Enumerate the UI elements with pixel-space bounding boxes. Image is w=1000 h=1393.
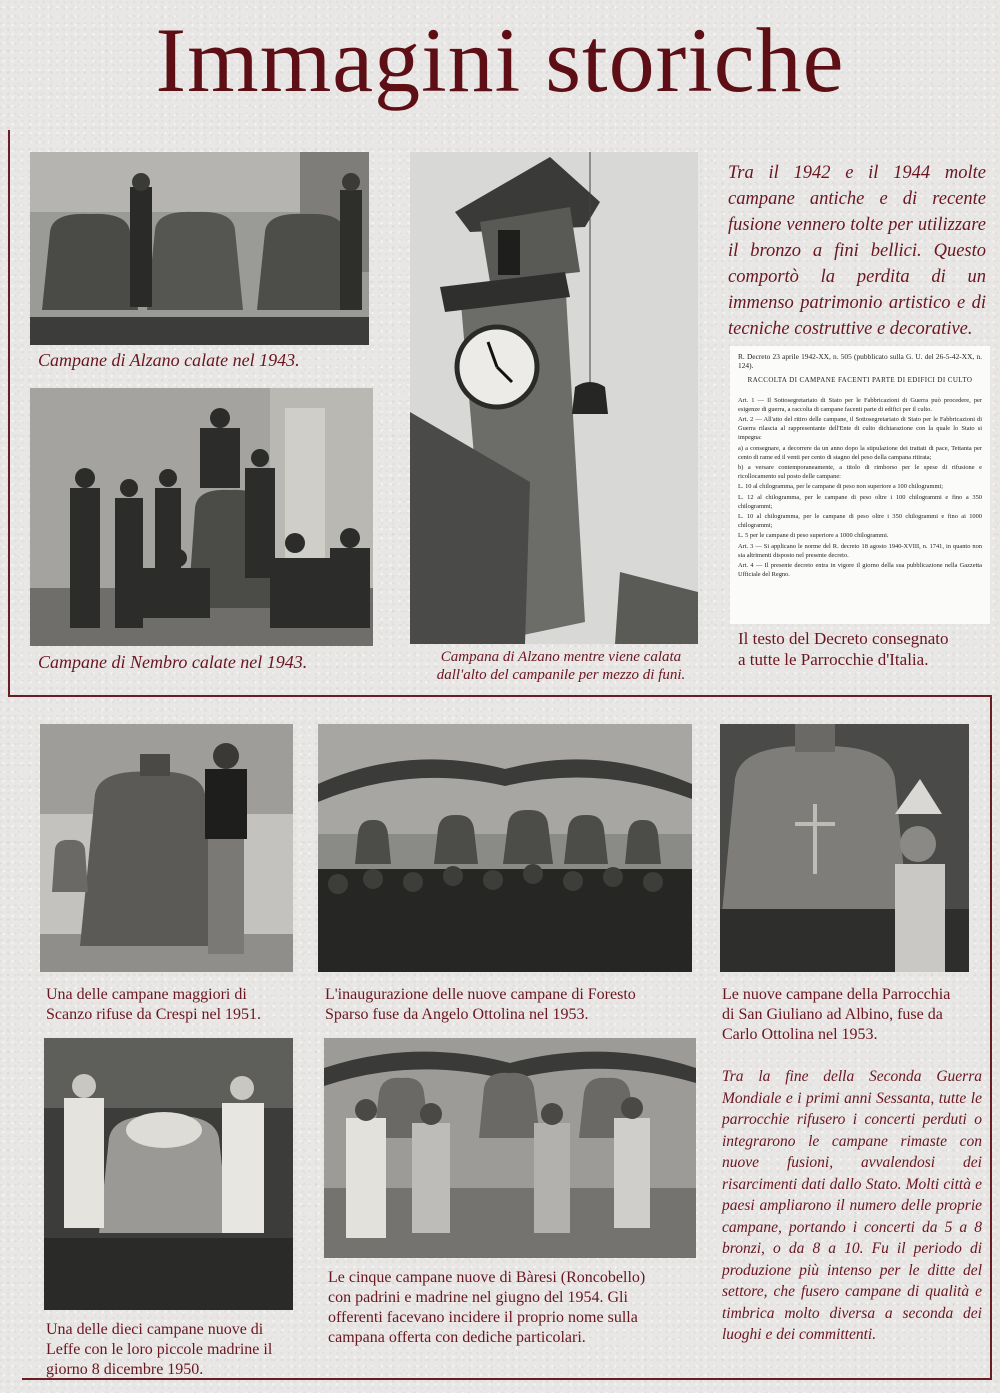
caption-decree-line-2: a tutte le Parrocchie d'Italia. — [738, 650, 929, 669]
caption-campanile-line-2: dall'alto del campanile per mezzo di funi. — [436, 667, 686, 683]
decree-paragraph: a) a consegnare, a decorrere da un anno dopo la stipulazione dei trattati di pace, Tettanta per cento di rame ed il venti per cento di stagno del peso della campana ritirata; — [738, 444, 982, 461]
photo-foresto-inauguration — [318, 724, 692, 972]
caption-campanile-line-1: Campana di Alzano mentre viene calata — [440, 649, 682, 665]
page-title: Immagini storiche — [155, 9, 845, 111]
photo-alzano-bells — [30, 152, 369, 345]
caption-leffe-line-1: Una delle dieci campane nuove di — [46, 1321, 264, 1338]
caption-photo-baresi — [328, 1268, 696, 1348]
caption-scanzo-line-2: Scanzo rifuse da Crespi nel 1951. — [46, 1006, 262, 1023]
caption-baresi-line-3: offerenti facevano incidere il proprio nome sulla — [328, 1309, 638, 1326]
caption-leffe-line-3: giorno 8 dicembre 1950. — [46, 1361, 204, 1378]
closing-text: Tra la fine della Seconda Guerra Mondiale e i primi anni Sessanta, tutte le parrocchie rifusero i concerti perduti o integrarono le campane rimaste con nuove fusioni, avvalendosi dei risarcimenti dati dallo Stato. Molti città e paesi ampliarono il numero delle proprie campane, portando i concerti da 5 a 8 bronzi, o da 8 a 10. Fu il periodo di produzione più intenso per le ditte del settore, che fusero campane di qualità e timbrica molto diversa a seconda dei luoghi e dei committenti. — [722, 1068, 982, 1343]
photo-campanile-tower — [410, 152, 698, 644]
frame-mid-line — [8, 695, 992, 697]
caption-scanzo-line-1: Una delle campane maggiori di — [46, 986, 247, 1003]
intro-text: Tra il 1942 e il 1944 molte campane antiche e di recente fusione vennero tolte per utilizzare il bronzo a fini bellici. Questo comportò la perdita di un immenso patrimonio artistico e di tecniche costruttive e decorative. — [728, 163, 986, 339]
caption-leffe-line-2: Leffe con le loro piccole madrine il — [46, 1341, 273, 1358]
caption-baresi-line-2: con padrini e madrine nel giugno del 1954. Gli — [328, 1289, 628, 1306]
photo-nembro-bells — [30, 388, 373, 646]
caption-photo-foresto — [325, 985, 691, 1025]
decree-paragraph: Art. 4 — Il presente decreto entra in vigore il giorno della sua pubblicazione nella Gazzetta Ufficiale del Regno. — [738, 562, 982, 579]
decree-paragraph: Art. 3 — Si applicano le norme del R. decreto 18 agosto 1940-XVIII, n. 1741, in quanto non sia altrimenti disposto nel presente decreto. — [738, 542, 982, 559]
caption-albino-line-2: di San Giuliano ad Albino, fuse da — [722, 1006, 943, 1023]
decree-paragraph: L. 10 al chilogramma, per le campane di peso oltre i 350 chilogrammi e fino ai 1000 chilogrammi; — [738, 513, 982, 530]
caption-photo-nembro: Campane di Nembro calate nel 1943. — [38, 652, 308, 672]
caption-albino-line-3: Carlo Ottolina nel 1953. — [722, 1026, 878, 1043]
decree-paragraph: b) a versare contemporaneamente, a titolo di rimborso per le spese di rifusione e ricollocamento sul posto delle campane: — [738, 464, 982, 481]
caption-baresi-line-4: campana offerta con dediche particolari. — [328, 1329, 586, 1346]
photo-albino-bells — [720, 724, 969, 972]
caption-photo-scanzo — [46, 985, 294, 1025]
decree-header: R. Decreto 23 aprile 1942-XX, n. 505 (pubblicato sulla G. U. del 26-5-42-XX, n. 124). — [738, 352, 982, 371]
decree-paragraph: Art. 2 — All'atto del ritiro delle campane, il Sottosegretariato di Stato per le Fabbricazioni di Guerra rilascia al rappresentante dell'Ente di culto dichiarazione con la quale lo Stato si impegna: — [738, 416, 982, 442]
caption-photo-alzano: Campane di Alzano calate nel 1943. — [38, 350, 300, 370]
frame-right-line — [990, 697, 992, 1379]
decree-paragraph: L. 12 al chilogramma, per le campane di peso oltre i 100 chilogrammi e fino a 350 chilogrammi; — [738, 493, 982, 510]
caption-photo-leffe — [46, 1320, 296, 1380]
caption-decree-line-1: Il testo del Decreto consegnato — [738, 629, 949, 648]
decree-heading: RACCOLTA DI CAMPANE FACENTI PARTE DI EDIFICI DI CULTO — [747, 376, 973, 385]
caption-foresto-line-1: L'inaugurazione delle nuove campane di Foresto — [325, 986, 636, 1003]
photo-leffe-bell — [44, 1038, 293, 1310]
caption-albino-line-1: Le nuove campane della Parrocchia — [722, 986, 951, 1003]
caption-foresto-line-2: Sparso fuse da Angelo Ottolina nel 1953. — [325, 1006, 589, 1023]
decree-paragraph: L. 5 per le campane di peso superiore a 1000 chilogrammi. — [738, 532, 889, 540]
photo-scanzo-bell — [40, 724, 293, 972]
caption-baresi-line-1: Le cinque campane nuove di Bàresi (Roncobello) — [328, 1269, 646, 1286]
frame-top-line — [8, 130, 10, 696]
decree-paragraph: Art. 1 — Il Sottosegretariato di Stato per le Fabbricazioni di Guerra può procedere, per esigenze di guerra, a raccolta di campane facenti parte di edifici per il culto. — [738, 396, 982, 413]
decree-paragraph: L. 10 al chilogramma, per le campane di peso non superiore a 100 chilogrammi; — [738, 483, 943, 491]
caption-photo-campanile — [416, 648, 706, 684]
caption-decree — [738, 628, 990, 670]
caption-photo-albino — [722, 985, 980, 1045]
photo-baresi-bells — [324, 1038, 696, 1258]
decree-document — [730, 346, 990, 624]
